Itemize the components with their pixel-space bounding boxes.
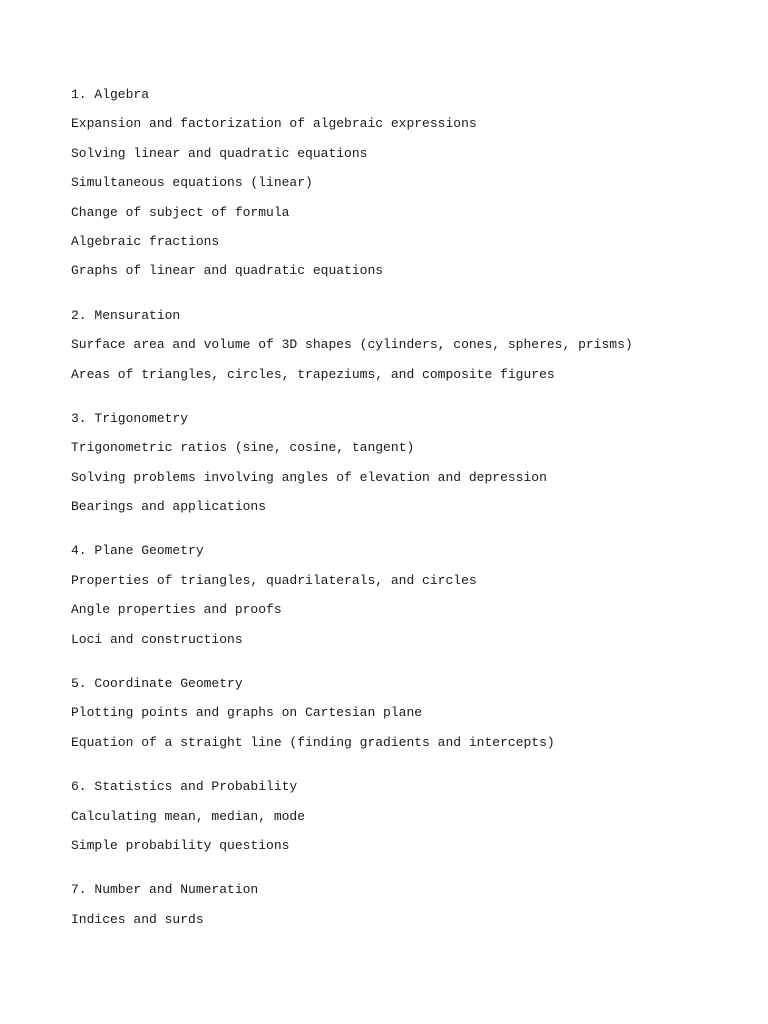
section-title: 5. Coordinate Geometry [71, 676, 243, 692]
topic-item: Graphs of linear and quadratic equations [71, 263, 384, 279]
section-algebra [71, 85, 768, 291]
section-mensuration [71, 306, 768, 394]
section-title: 4. Plane Geometry [71, 543, 204, 559]
section-title: 6. Statistics and Probability [71, 779, 298, 795]
topic-item: Simple probability questions [71, 837, 290, 853]
topic-item: Trigonometric ratios (sine, cosine, tangent) [71, 440, 415, 456]
topic-item: Surface area and volume of 3D shapes (cylinders, cones, spheres, prisms) [71, 337, 633, 353]
topic-item: Solving problems involving angles of elevation and depression [71, 469, 547, 485]
topic-item: Equation of a straight line (finding gradients and intercepts) [71, 734, 555, 750]
topic-item: Indices and surds [71, 911, 204, 927]
section-title: 7. Number and Numeration [71, 882, 259, 898]
section-statistics-probability [71, 777, 768, 865]
section-plane-geometry [71, 541, 768, 659]
section-title: 2. Mensuration [71, 307, 181, 323]
topic-item: Algebraic fractions [71, 233, 220, 249]
section-number-numeration [71, 880, 768, 939]
section-coordinate-geometry [71, 674, 768, 762]
topic-item: Plotting points and graphs on Cartesian plane [71, 705, 423, 721]
topic-item: Loci and constructions [71, 631, 243, 647]
section-title: 3. Trigonometry [71, 410, 189, 426]
topic-item: Areas of triangles, circles, trapeziums, and composite figures [71, 366, 555, 382]
topic-item: Expansion and factorization of algebraic expressions [71, 116, 477, 132]
topic-item: Change of subject of formula [71, 204, 290, 220]
topic-item: Calculating mean, median, mode [71, 808, 306, 824]
topic-item: Solving linear and quadratic equations [71, 145, 368, 161]
topic-item: Properties of triangles, quadrilaterals, and circles [71, 572, 477, 588]
topic-item: Bearings and applications [71, 499, 267, 515]
topic-item: Angle properties and proofs [71, 602, 282, 618]
topic-item: Simultaneous equations (linear) [71, 175, 313, 191]
section-title: 1. Algebra [71, 87, 150, 102]
section-trigonometry [71, 409, 768, 527]
